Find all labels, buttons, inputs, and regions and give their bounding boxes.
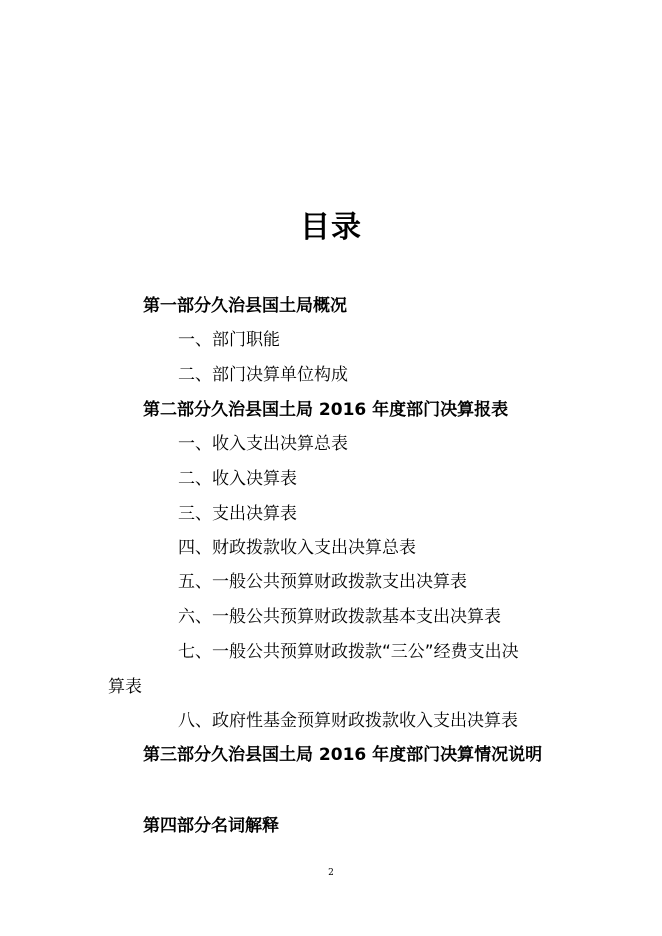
toc-part-3: 第三部分久治县国土局 2016 年度部门决算情况说明 bbox=[143, 745, 543, 765]
toc-title: 目录 bbox=[300, 210, 362, 245]
toc-item: 二、收入决算表 bbox=[178, 469, 297, 489]
toc-item: 一、收入支出决算总表 bbox=[178, 434, 348, 454]
toc-item: 四、财政拨款收入支出决算总表 bbox=[178, 538, 416, 558]
toc-part-2: 第二部分久治县国土局 2016 年度部门决算报表 bbox=[143, 400, 509, 420]
toc-part-1: 第一部分久治县国土局概况 bbox=[143, 296, 347, 316]
page-number: 2 bbox=[328, 868, 334, 878]
toc-item: 六、一般公共预算财政拨款基本支出决算表 bbox=[178, 607, 501, 627]
toc-item: 八、政府性基金预算财政拨款收入支出决算表 bbox=[178, 711, 518, 731]
toc-part-4: 第四部分名词解释 bbox=[143, 816, 279, 836]
toc-item: 二、部门决算单位构成 bbox=[178, 365, 348, 385]
toc-item-continuation: 算表 bbox=[108, 677, 142, 697]
toc-item: 五、一般公共预算财政拨款支出决算表 bbox=[178, 572, 467, 592]
toc-item: 一、部门职能 bbox=[178, 330, 280, 350]
toc-item: 三、支出决算表 bbox=[178, 504, 297, 524]
toc-item: 七、一般公共预算财政拨款“三公”经费支出决 bbox=[178, 642, 519, 662]
